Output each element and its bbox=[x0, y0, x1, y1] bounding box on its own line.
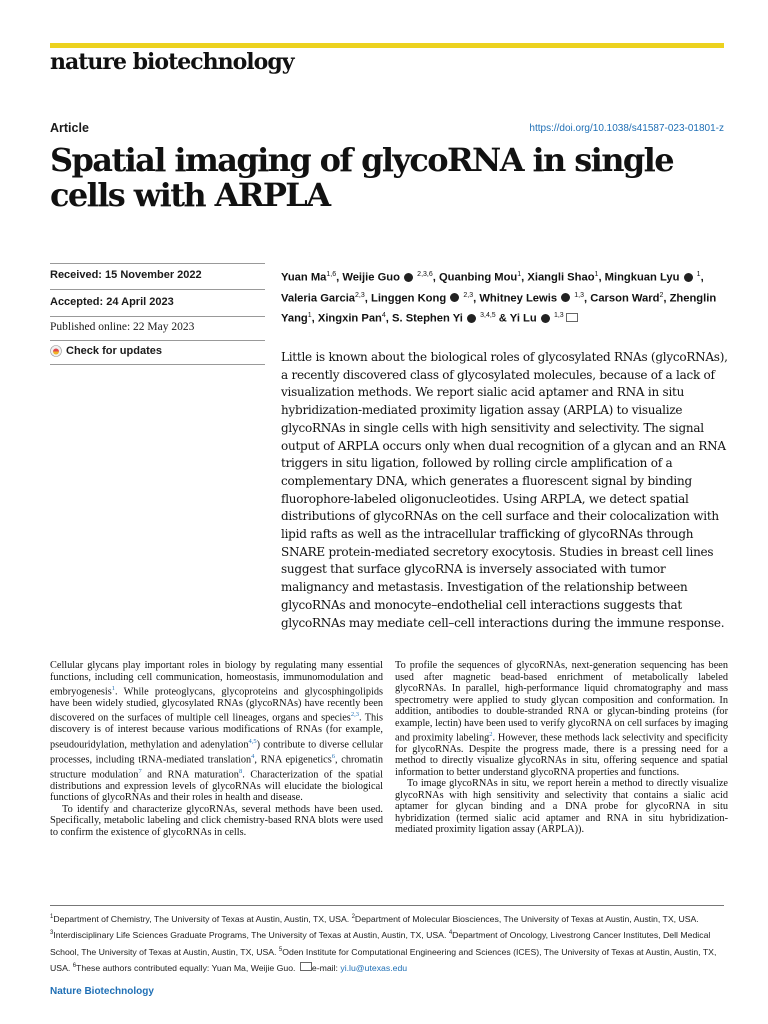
affiliation-text: Department of Oncology, Livestrong Cancer Institutes, Dell Medical School, The University of Texas at Austin, Austin, TX, USA. bbox=[50, 930, 711, 957]
affiliation-number: 5 bbox=[278, 946, 283, 953]
email-label: e-mail: bbox=[311, 963, 341, 974]
author-name[interactable]: Xiangli Shao bbox=[527, 271, 595, 284]
author-name[interactable]: S. Stephen Yi bbox=[392, 313, 463, 326]
affiliations-footnote bbox=[50, 910, 730, 976]
email-icon[interactable] bbox=[566, 313, 578, 322]
footer-journal-name: Nature Biotechnology bbox=[50, 986, 154, 997]
body-paragraph bbox=[395, 660, 728, 778]
affiliation-number: 3 bbox=[50, 930, 54, 937]
accepted-date: Accepted: 24 April 2023 bbox=[50, 296, 174, 308]
check-updates-button[interactable] bbox=[50, 345, 162, 357]
text-run: ) contribute to diverse cellular processes, including tRNA-mediated translation bbox=[50, 739, 383, 766]
affiliation-text: Department of Molecular Biosciences, The University of Texas at Austin, Austin, TX, USA. bbox=[354, 913, 699, 924]
text-run: . However, these methods lack selectivity and specificity for glycoRNAs. Despite the progress made, there is a pressing need for a method to directly visualize glycoRNAs in situ, offering sequence and spatial information to better understand glycoRNA properties and functions. bbox=[395, 732, 728, 778]
author-name[interactable]: Linggen Kong bbox=[370, 292, 447, 305]
author-affiliation-ref: 2 bbox=[659, 291, 664, 299]
text-run: , chromatin structure modulation bbox=[50, 754, 383, 781]
meta-divider bbox=[50, 340, 265, 341]
author-affiliation-ref: 2,3 bbox=[355, 291, 365, 299]
author-affiliation-ref: 3,4,5 bbox=[480, 312, 496, 320]
journal-accent-bar bbox=[50, 43, 724, 48]
body-paragraph: To identify and characterize glycoRNAs, several methods have been used. Specifically, metabolic labeling and click chemistry-based RNA blots were used to confirm the existence of glycoRNAs in cells. bbox=[50, 803, 383, 838]
footnote-divider bbox=[50, 905, 724, 906]
meta-divider bbox=[50, 289, 265, 290]
text-run: and RNA maturation bbox=[141, 769, 239, 781]
author-affiliation-ref: 1,3 bbox=[574, 291, 585, 299]
affiliation-text: Oden Institute for Computational Engineering and Sciences (ICES), The University of Texas at Austin, Austin, TX, USA. bbox=[50, 946, 717, 974]
affiliation-text: Interdisciplinary Life Sciences Graduate Programs, The University of Texas at Austin, Austin, TX, USA. bbox=[53, 930, 449, 941]
author-affiliation-ref: 4 bbox=[381, 312, 386, 320]
author-affiliation-ref: 1 bbox=[696, 271, 701, 278]
doi-link[interactable]: https://doi.org/10.1038/s41587-023-01801-z bbox=[529, 123, 724, 134]
citation-ref[interactable]: 6 bbox=[331, 752, 336, 760]
text-run: . Characterization of the spatial distributions and expression levels of glycoRNAs will elucidate the biological functions of glycoRNAs and their roles in health and disease. bbox=[50, 769, 383, 804]
orcid-icon[interactable] bbox=[684, 273, 693, 282]
author-affiliation-ref: 1 bbox=[307, 312, 312, 320]
author-name[interactable]: Mingkuan Lyu bbox=[604, 271, 680, 284]
author-affiliation-ref: 1,3 bbox=[553, 312, 564, 320]
orcid-icon[interactable] bbox=[467, 314, 476, 323]
citation-ref[interactable]: 2,3 bbox=[350, 711, 359, 719]
text-run: , RNA epigenetics bbox=[254, 754, 332, 766]
affiliation-number: 4 bbox=[448, 930, 453, 937]
author-name[interactable]: Valeria Garcia bbox=[281, 292, 356, 305]
author-affiliation-ref: 1 bbox=[594, 271, 599, 278]
citation-ref[interactable]: 8 bbox=[238, 767, 243, 775]
affiliation-number: 1 bbox=[50, 914, 54, 920]
affiliation-text: These authors contributed equally: Yuan Ma, Weijie Guo. bbox=[76, 963, 298, 974]
text-run: . While proteoglycans, glycoproteins and glycosphingolipids have been widely studied, glycosylated RNAs (glycoRNAs) have recently been discovered on the surfaces of multiple cell lineages, organs and species bbox=[50, 686, 383, 724]
meta-divider bbox=[50, 263, 265, 264]
orcid-icon[interactable] bbox=[404, 273, 413, 282]
citation-ref[interactable]: 7 bbox=[138, 767, 142, 775]
text-run: . This discovery is of interest because various modifications of RNAs (for example, pseudouridylation, methylation and adenylation bbox=[50, 712, 383, 751]
affiliation-number: 2 bbox=[351, 914, 355, 920]
text-run: To profile the sequences of glycoRNAs, next-generation sequencing has been used after magnetic bead-based enrichment of metabolically labeled glycoRNAs. In parallel, high-performance liquid chromatography and mass spectrometry were applied to study glycan composition and conformation. In addition, antibodies to double-stranded RNA or glycan-binding proteins (for example, lectin) have been used to verify glycoRNA on cell surfaces by imaging and proximity labeling bbox=[395, 660, 728, 744]
orcid-icon[interactable] bbox=[541, 314, 550, 323]
affiliation-text: Department of Chemistry, The University of Texas at Austin, Austin, TX, USA. bbox=[53, 913, 352, 924]
published-date: Published online: 22 May 2023 bbox=[50, 321, 195, 333]
meta-divider bbox=[50, 316, 265, 317]
author-name[interactable]: Whitney Lewis bbox=[479, 292, 558, 305]
body-column-right bbox=[395, 660, 728, 836]
author-name[interactable]: Xingxin Pan bbox=[317, 313, 382, 326]
author-name[interactable]: Zhenglin Yang bbox=[281, 292, 717, 326]
citation-ref[interactable]: 4 bbox=[251, 752, 255, 760]
body-paragraph: To image glycoRNAs in situ, we report herein a method to directly visualize glycoRNAs with high sensitivity and selectivity that contains a sialic acid aptamer for glycan binding and a DNA probe for glycoRNA in situ hybridization (termed sialic acid aptamer and RNA in situ hybridization-mediated proximity ligation assay (ARPLA)). bbox=[395, 778, 728, 836]
body-paragraph bbox=[50, 660, 383, 804]
author-affiliation-ref: 2,3 bbox=[463, 291, 474, 299]
journal-name: nature biotechnology bbox=[50, 49, 294, 75]
abstract: Little is known about the biological roles of glycosylated RNAs (glycoRNAs), a recently discovered class of glycosylated molecules, because of a lack of visualization methods. We report sialic acid aptamer and RNA in situ hybridization-mediated proximity ligation assay (ARPLA) to visualize glycoRNAs in single cells with high sensitivity and selectivity. The signal output of ARPLA occurs only when dual recognition of a glycan and an RNA triggers in situ ligation, followed by rolling circle amplification of a complementary DNA, which generates a fluorescent signal by binding fluorophore-labeled oligonucleotides. Using ARPLA, we detect spatial distributions of glycoRNAs on the cell surface and their colocalization with lipid rafts as well as the intracellular trafficking of glycoRNAs through SNARE protein-mediated secretory exocytosis. Studies in breast cell lines suggest that surface glycoRNA is inversely associated with tumor malignancy and metastasis. Investigation of the relationship between glycoRNAs and monocyte–endothelial cell interactions suggests that glycoRNAs may mediate cell–cell interactions during the immune response. bbox=[281, 350, 728, 630]
check-updates-label: Check for updates bbox=[66, 345, 162, 357]
check-updates-icon bbox=[50, 345, 62, 357]
author-name[interactable]: Yi Lu bbox=[509, 313, 537, 326]
received-date: Received: 15 November 2022 bbox=[50, 269, 202, 281]
orcid-icon[interactable] bbox=[450, 293, 459, 302]
meta-divider bbox=[50, 364, 265, 365]
text-run: Cellular glycans play important roles in biology by regulating many essential functions, including cell communication, homeostasis, immunomodulation and embryogenesis bbox=[50, 660, 383, 698]
body-column-left bbox=[50, 660, 383, 838]
author-affiliation-ref: 1 bbox=[517, 271, 522, 278]
author-name[interactable]: Weijie Guo bbox=[342, 271, 400, 284]
author-affiliation-ref: 1,6 bbox=[326, 271, 337, 278]
article-type: Article bbox=[50, 121, 89, 135]
affiliation-number: 6 bbox=[72, 963, 77, 970]
email-link[interactable]: yi.lu@utexas.edu bbox=[340, 963, 408, 974]
orcid-icon[interactable] bbox=[561, 293, 570, 302]
author-affiliation-ref: 2,3,6 bbox=[417, 271, 433, 278]
author-name[interactable]: Yuan Ma bbox=[281, 271, 327, 284]
email-icon bbox=[300, 962, 312, 971]
author-name[interactable]: Carson Ward bbox=[590, 292, 660, 305]
citation-ref[interactable]: 4,5 bbox=[248, 737, 257, 745]
author-name[interactable]: Quanbing Mou bbox=[438, 271, 518, 284]
article-title: Spatial imaging of glycoRNA in single cells with ARPLA bbox=[50, 141, 673, 214]
citation-ref[interactable]: 2 bbox=[489, 731, 493, 738]
citation-ref[interactable]: 1 bbox=[111, 685, 116, 692]
author-list: Yuan Ma$^{1,6}$, Weijie Guo $^{2,3,6}$, Quanbing Mou$^1$, Xiangli Shao$^1$, Mingkuan Lyu $^1$, Valeria Garcia$^{2,3}$, Linggen Kong $^{2,3}$, Whitney Lewis $^{1,3}$, Carson Ward$^2$, Zhenglin Yang$^1$, Xingxin Pan$^4$, S. Stephen Yi $^{3,4,5}$ & Yi Lu $^{1,3}$ bbox=[281, 271, 717, 326]
